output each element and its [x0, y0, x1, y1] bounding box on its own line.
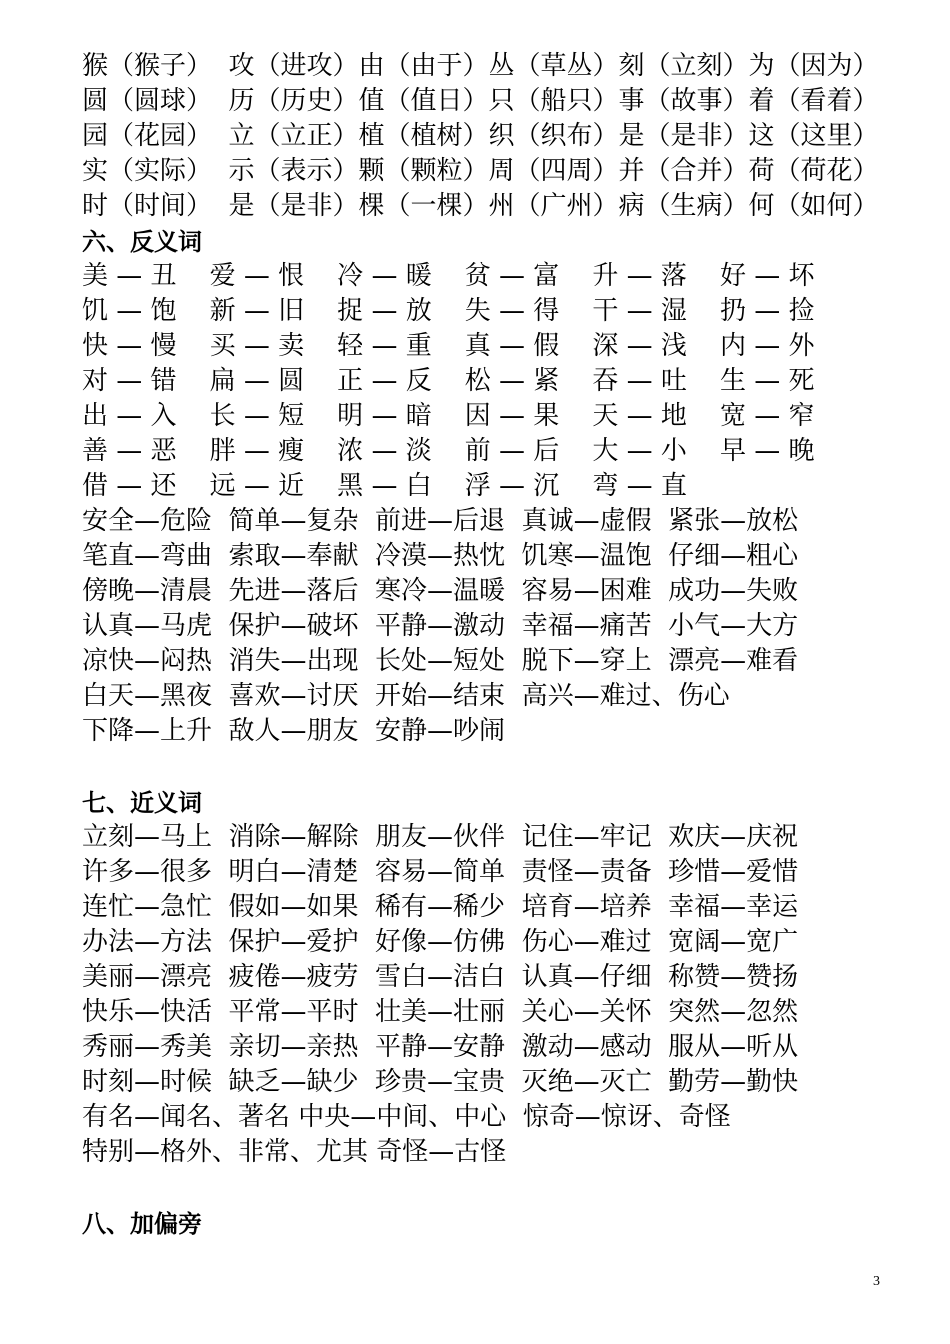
- synonym-line: 许多—很多 明白—清楚 容易—简单 责怪—责备 珍惜—爱惜: [82, 857, 799, 887]
- antonym-line: 认真—马虎 保护—破坏 平静—激动 幸福—痛苦 小气—大方: [82, 611, 799, 641]
- synonym-line: 立刻—马上 消除—解除 朋友—伙伴 记住—牢记 欢庆—庆祝: [82, 822, 799, 852]
- synonym-line: 秀丽—秀美 亲切—亲热 平静—安静 激动—感动 服从—听从: [82, 1032, 799, 1062]
- antonym-line: 对 — 错 扁 — 圆 正 — 反 松 — 紧 吞 — 吐 生 — 死: [82, 366, 815, 396]
- char-word-line: 园（花园） 立（立正）植（植树）织（织布）是（是非）这（这里）: [82, 121, 879, 151]
- synonym-line: 有名—闻名、著名 中央—中间、中心 惊奇—惊讶、奇怪: [82, 1102, 731, 1132]
- synonym-line: 办法—方法 保护—爱护 好像—仿佛 伤心—难过 宽阔—宽广: [82, 927, 799, 957]
- page-number: 3: [873, 1274, 880, 1289]
- antonym-line: 快 — 慢 买 — 卖 轻 — 重 真 — 假 深 — 浅 内 — 外: [82, 331, 815, 361]
- char-word-line: 实（实际） 示（表示）颗（颗粒）周（四周）并（合并）荷（荷花）: [82, 156, 879, 186]
- char-word-line: 猴（猴子） 攻（进攻）由（由于）丛（草丛）刻（立刻）为（因为）: [82, 51, 879, 81]
- antonyms-heading: 六、反义词: [82, 228, 202, 256]
- antonym-line: 白天—黑夜 喜欢—讨厌 开始—结束 高兴—难过、伤心: [82, 681, 730, 711]
- antonym-line: 下降—上升 敌人—朋友 安静—吵闹: [82, 716, 506, 746]
- char-word-line: 圆（圆球） 历（历史）值（值日）只（船只）事（故事）着（看着）: [82, 86, 879, 116]
- antonym-line: 出 — 入 长 — 短 明 — 暗 因 — 果 天 — 地 宽 — 窄: [82, 401, 815, 431]
- synonym-line: 特别—格外、非常、尤其 奇怪—古怪: [82, 1137, 507, 1167]
- radicals-heading: 八、加偏旁: [82, 1210, 202, 1238]
- antonym-line: 饥 — 饱 新 — 旧 捉 — 放 失 — 得 干 — 湿 扔 — 捡: [82, 296, 815, 326]
- antonym-line: 安全—危险 简单—复杂 前进—后退 真诚—虚假 紧张—放松: [82, 506, 799, 536]
- antonym-line: 笔直—弯曲 索取—奉献 冷漠—热忱 饥寒—温饱 仔细—粗心: [82, 541, 799, 571]
- synonyms-heading: 七、近义词: [82, 789, 202, 817]
- synonym-line: 时刻—时候 缺乏—缺少 珍贵—宝贵 灭绝—灭亡 勤劳—勤快: [82, 1067, 799, 1097]
- synonym-line: 快乐—快活 平常—平时 壮美—壮丽 关心—关怀 突然—忽然: [82, 997, 799, 1027]
- synonym-line: 美丽—漂亮 疲倦—疲劳 雪白—洁白 认真—仔细 称赞—赞扬: [82, 962, 799, 992]
- antonym-line: 借 — 还 远 — 近 黑 — 白 浮 — 沉 弯 — 直: [82, 471, 687, 501]
- char-word-line: 时（时间） 是（是非）棵（一棵）州（广州）病（生病）何（如何）: [82, 191, 879, 221]
- antonym-line: 傍晚—清晨 先进—落后 寒冷—温暖 容易—困难 成功—失败: [82, 576, 799, 606]
- antonym-line: 美 — 丑 爱 — 恨 冷 — 暖 贫 — 富 升 — 落 好 — 坏: [82, 261, 815, 291]
- antonym-line: 善 — 恶 胖 — 瘦 浓 — 淡 前 — 后 大 — 小 早 — 晚: [82, 436, 815, 466]
- antonym-line: 凉快—闷热 消失—出现 长处—短处 脱下—穿上 漂亮—难看: [82, 646, 799, 676]
- synonym-line: 连忙—急忙 假如—如果 稀有—稀少 培育—培养 幸福—幸运: [82, 892, 799, 922]
